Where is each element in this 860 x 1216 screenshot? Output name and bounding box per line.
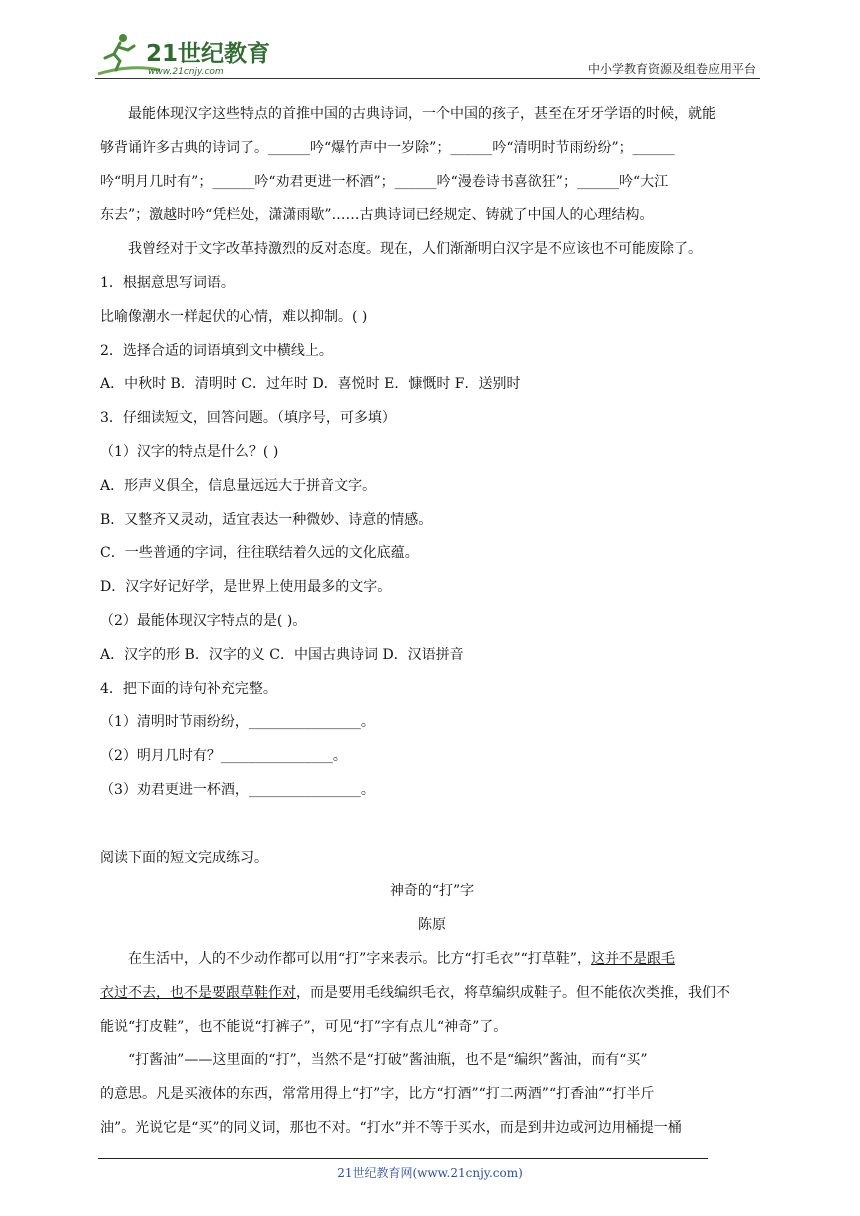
passage-line: 吟“明月几时有”；______吟“劝君更进一杯酒”；______吟“漫卷诗书喜欲狂”；______吟“大江	[100, 173, 669, 190]
logo-21cnjy	[90, 30, 290, 80]
passage-line: 最能体现汉字这些特点的首推中国的古典诗词，一个中国的孩子，甚至在牙牙学语的时候，就能	[128, 106, 716, 122]
header-divider	[95, 78, 760, 79]
article-text: 在生活中，人的不少动作都可以用“打”字来表示。比方“打毛衣”“打草鞋”，	[128, 950, 591, 967]
document-body	[100, 98, 764, 1146]
article-line: 能说“打皮鞋”，也不能说“打裤子”，可见“打”字有点儿“神奇”了。	[100, 1018, 508, 1035]
question-2: 2．选择合适的词语填到文中横线上。	[100, 342, 333, 359]
underlined-text: 衣过不去，也不是要跟草鞋作对	[100, 984, 296, 1001]
question-3-1-option-c: C．一些普通的字词，往往联结着久远的文化底蕴。	[100, 545, 419, 562]
footer-text: 21世纪教育网(www.21cnjy.com)	[337, 1166, 523, 1180]
question-4-3: （3）劝君更进一杯酒，________________。	[100, 781, 375, 798]
question-4-1: （1）清明时节雨纷纷，________________。	[100, 714, 375, 731]
svg-text:21世纪教育: 21世纪教育	[146, 41, 271, 67]
article-line	[100, 943, 764, 977]
question-1-prompt: 比喻像潮水一样起伏的心情，难以抑制。( )	[100, 308, 368, 325]
article-title: 神奇的“打”字	[389, 883, 475, 900]
question-3-1: （1）汉字的特点是什么？( )	[100, 443, 279, 460]
page-header	[0, 0, 860, 82]
passage-line: 东去”；激越时吟“凭栏处，潇潇雨歇”……古典诗词已经规定、铸就了中国人的心理结构。	[100, 207, 654, 224]
question-3-1-option-d: D．汉字好记好学，是世界上使用最多的文字。	[100, 579, 392, 596]
passage-line: 我曾经对于文字改革持激烈的反对态度。现在，人们渐渐明白汉字是不应该也不可能废除了。	[128, 241, 702, 258]
article-line: “打酱油”——这里面的“打”，当然不是“打破”酱油瓶，也不是“编织”酱油，而有“买”	[128, 1052, 648, 1069]
question-1: 1．根据意思写词语。	[100, 274, 235, 291]
platform-name: 中小学教育资源及组卷应用平台	[587, 62, 756, 76]
question-4: 4．把下面的诗句补充完整。	[100, 680, 277, 697]
article-line	[100, 977, 764, 1011]
question-2-options: A．中秋时 B．清明时 C．过年时 D．喜悦时 E．慷慨时 F．送别时	[100, 376, 521, 393]
question-3-2: （2）最能体现汉字特点的是( )。	[100, 612, 307, 629]
article-line: 的意思。凡是买液体的东西，常常用得上“打”字，比方“打酒”“打二两酒”“打香油”“打半斤	[100, 1086, 655, 1103]
question-4-2: （2）明月几时有？________________。	[100, 748, 347, 765]
reading-intro: 阅读下面的短文完成练习。	[100, 849, 268, 866]
article-line: 油”。光说它是“买”的同义词，那也不对。“打水”并不等于买水，而是到井边或河边用桶提一桶	[100, 1119, 682, 1136]
article-text: ，而是要用毛线编织毛衣，将草编织成鞋子。但不能依次类推，我们不	[296, 984, 730, 1001]
question-3-2-options: A．汉字的形 B．汉字的义 C．中国古典诗词 D．汉语拼音	[100, 646, 464, 663]
question-3-1-option-a: A．形声义俱全，信息量远远大于拼音文字。	[100, 477, 377, 494]
spacer	[100, 808, 764, 842]
svg-text:www.21cnjy.com: www.21cnjy.com	[148, 67, 224, 77]
underlined-text: 这并不是跟毛	[590, 950, 675, 967]
passage-line: 够背诵许多古典的诗词了。______吟“爆竹声中一岁除”；______吟“清明时节雨纷纷”；______	[100, 139, 675, 156]
question-3: 3．仔细读短文，回答问题。（填序号，可多填）	[100, 410, 396, 427]
question-3-1-option-b: B．又整齐又灵动，适宜表达一种微妙、诗意的情感。	[100, 511, 433, 528]
article-author: 陈原	[418, 917, 446, 934]
footer-divider	[98, 1158, 708, 1159]
